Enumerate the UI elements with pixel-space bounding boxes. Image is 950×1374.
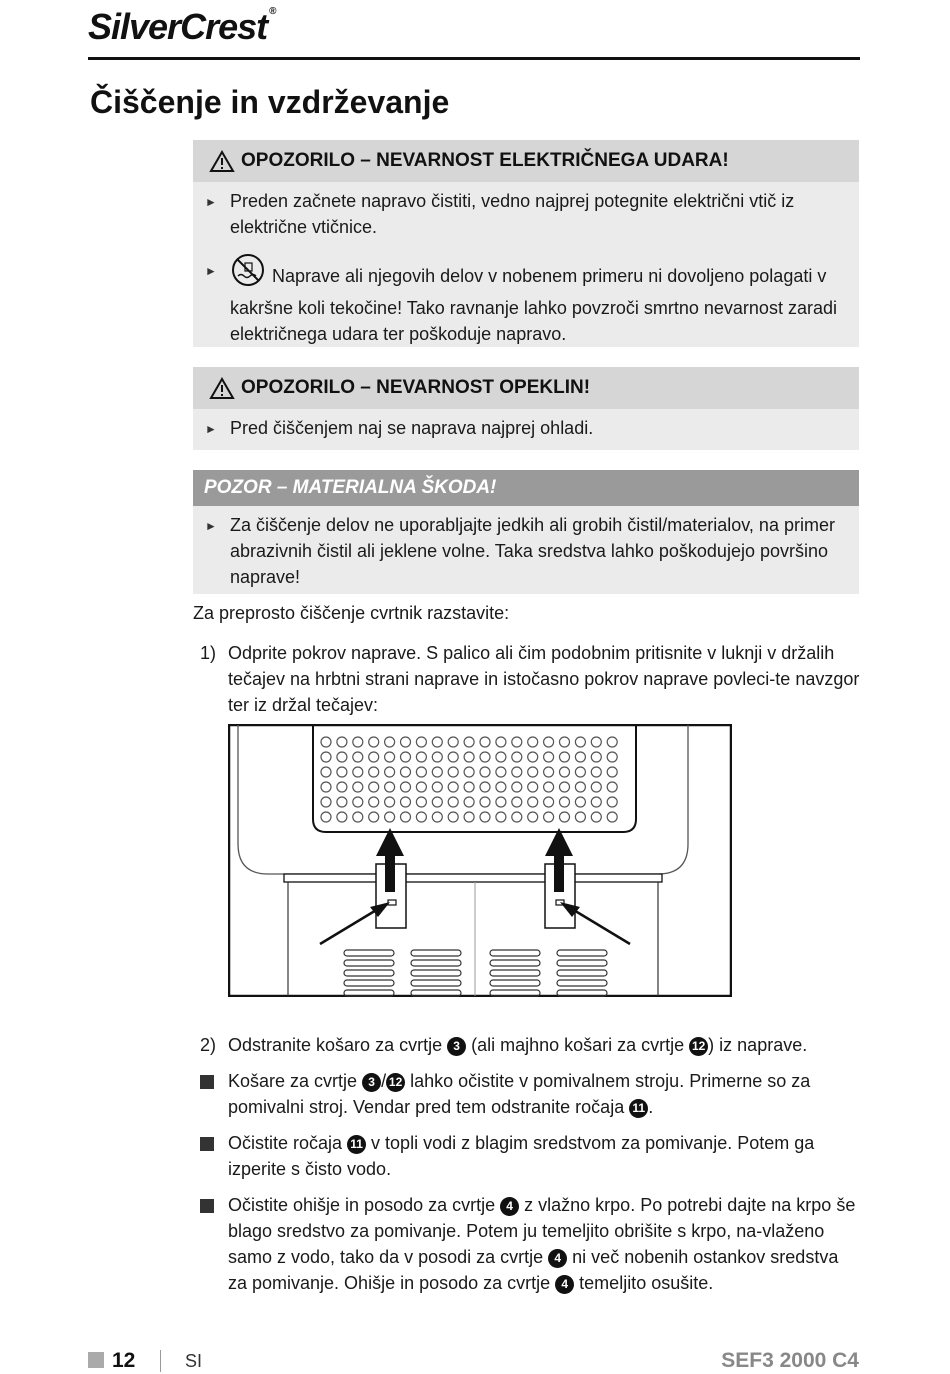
caution-box — [193, 470, 859, 594]
ref-12: 12 — [689, 1037, 708, 1056]
brand-reg: ® — [269, 6, 276, 17]
language-code: SI — [185, 1351, 203, 1371]
bullet-dishwasher: Košare za cvrtje 3 / 12 lahko očistite v pomivalnem stroju. Primerne so za pomivalni stroj. Vendar pred tem odstranite ročaja 11 . — [200, 1068, 860, 1120]
triangle-bullet-icon: ► — [205, 422, 217, 436]
list-item: ► Naprave ali njegovih delov v nobenem primeru ni dovoljeno polagati v kakršne koli tekočine! Tako ravnanje lahko povzroči smrtno nevarnost zaradi električnega udara ter poškoduje napravo. — [193, 254, 859, 347]
triangle-bullet-icon: ► — [205, 195, 217, 209]
warning-title: OPOZORILO – NEVARNOST OPEKLIN! — [241, 377, 591, 398]
step-number: 1) — [200, 643, 217, 663]
lid-removal-illustration — [228, 724, 732, 997]
ref-3: 3 — [362, 1073, 381, 1092]
ref-4: 4 — [555, 1275, 574, 1294]
step-1 — [200, 640, 860, 718]
footer-square — [88, 1352, 104, 1368]
model-number: SEF3 2000 C4 — [721, 1349, 859, 1372]
step-text: Odstranite košaro za cvrtje 3 (ali majhno košari za cvrtje 12 ) iz naprave. — [228, 1035, 808, 1055]
page-title: Čiščenje in vzdrževanje — [90, 84, 450, 120]
ref-12: 12 — [386, 1073, 405, 1092]
warning-box-electric — [193, 140, 859, 347]
step-2 — [200, 1032, 860, 1058]
ref-11: 11 — [629, 1099, 648, 1118]
warning-box-burn — [193, 367, 859, 450]
square-bullet-icon — [200, 1075, 214, 1089]
square-bullet-icon — [200, 1137, 214, 1151]
warning-header — [193, 367, 859, 409]
triangle-bullet-icon: ► — [205, 519, 217, 533]
ref-4: 4 — [500, 1197, 519, 1216]
intro-text: Za preprosto čiščenje cvrtnik razstavite: — [193, 603, 510, 623]
list-item: ► Preden začnete napravo čistiti, vedno najprej potegnite električni vtič iz električne vtičnice. — [205, 191, 795, 237]
ref-4: 4 — [548, 1249, 567, 1268]
square-bullet-icon — [200, 1199, 214, 1213]
ref-3: 3 — [447, 1037, 466, 1056]
list-item: ► Pred čiščenjem naj se naprava najprej ohladi. — [193, 415, 859, 441]
page-number: 12 — [112, 1349, 136, 1372]
triangle-bullet-icon: ► — [205, 264, 217, 278]
step-number: 2) — [200, 1035, 217, 1055]
header-rule — [88, 57, 860, 60]
bullet-housing: Očistite ohišje in posodo za cvrtje 4 z vlažno krpo. Po potrebi dajte na krpo še blago sredstvo za pomivanje. Potem ju temeljito obrišite s krpo, na-vlaženo samo z vodo, tako da v posodi za cvrtje 4 ni več nobenih ostankov sredstva za pomivanje. Ohišje in posodo za cvrtje 4 temeljito osušite. — [200, 1192, 860, 1296]
warning-triangle-icon — [209, 150, 235, 173]
warning-title: OPOZORILO – NEVARNOST ELEKTRIČNEGA UDARA! — [241, 150, 729, 171]
caution-header: POZOR – MATERIALNA ŠKODA! — [193, 470, 859, 506]
brand-crest: Crest — [180, 6, 268, 47]
warning-triangle-icon — [209, 377, 235, 400]
brand-silver: Silver — [88, 6, 181, 47]
step-text: Odprite pokrov naprave. S palico ali čim podobnim pritisnite v luknji v držalih tečajev na hrbtni strani naprave in istočasno pokrov naprave povleci-te navzgor ter iz držal tečajev: — [228, 643, 860, 715]
bullet-handles: Očistite ročaja 11 v topli vodi z blagim sredstvom za pomivanje. Potem ga izperite s čisto vodo. — [200, 1130, 860, 1182]
footer-divider — [160, 1350, 161, 1372]
no-immersion-icon — [230, 254, 268, 295]
list-item: ► Za čiščenje delov ne uporabljajte jedkih ali grobih čistil/materialov, na primer abrazivnih čistil ali jeklene volne. Taka sredstva lahko poškodujejo površino naprave! — [205, 515, 835, 587]
brand-logo — [88, 6, 276, 48]
warning-header — [193, 140, 859, 182]
ref-11: 11 — [347, 1135, 366, 1154]
